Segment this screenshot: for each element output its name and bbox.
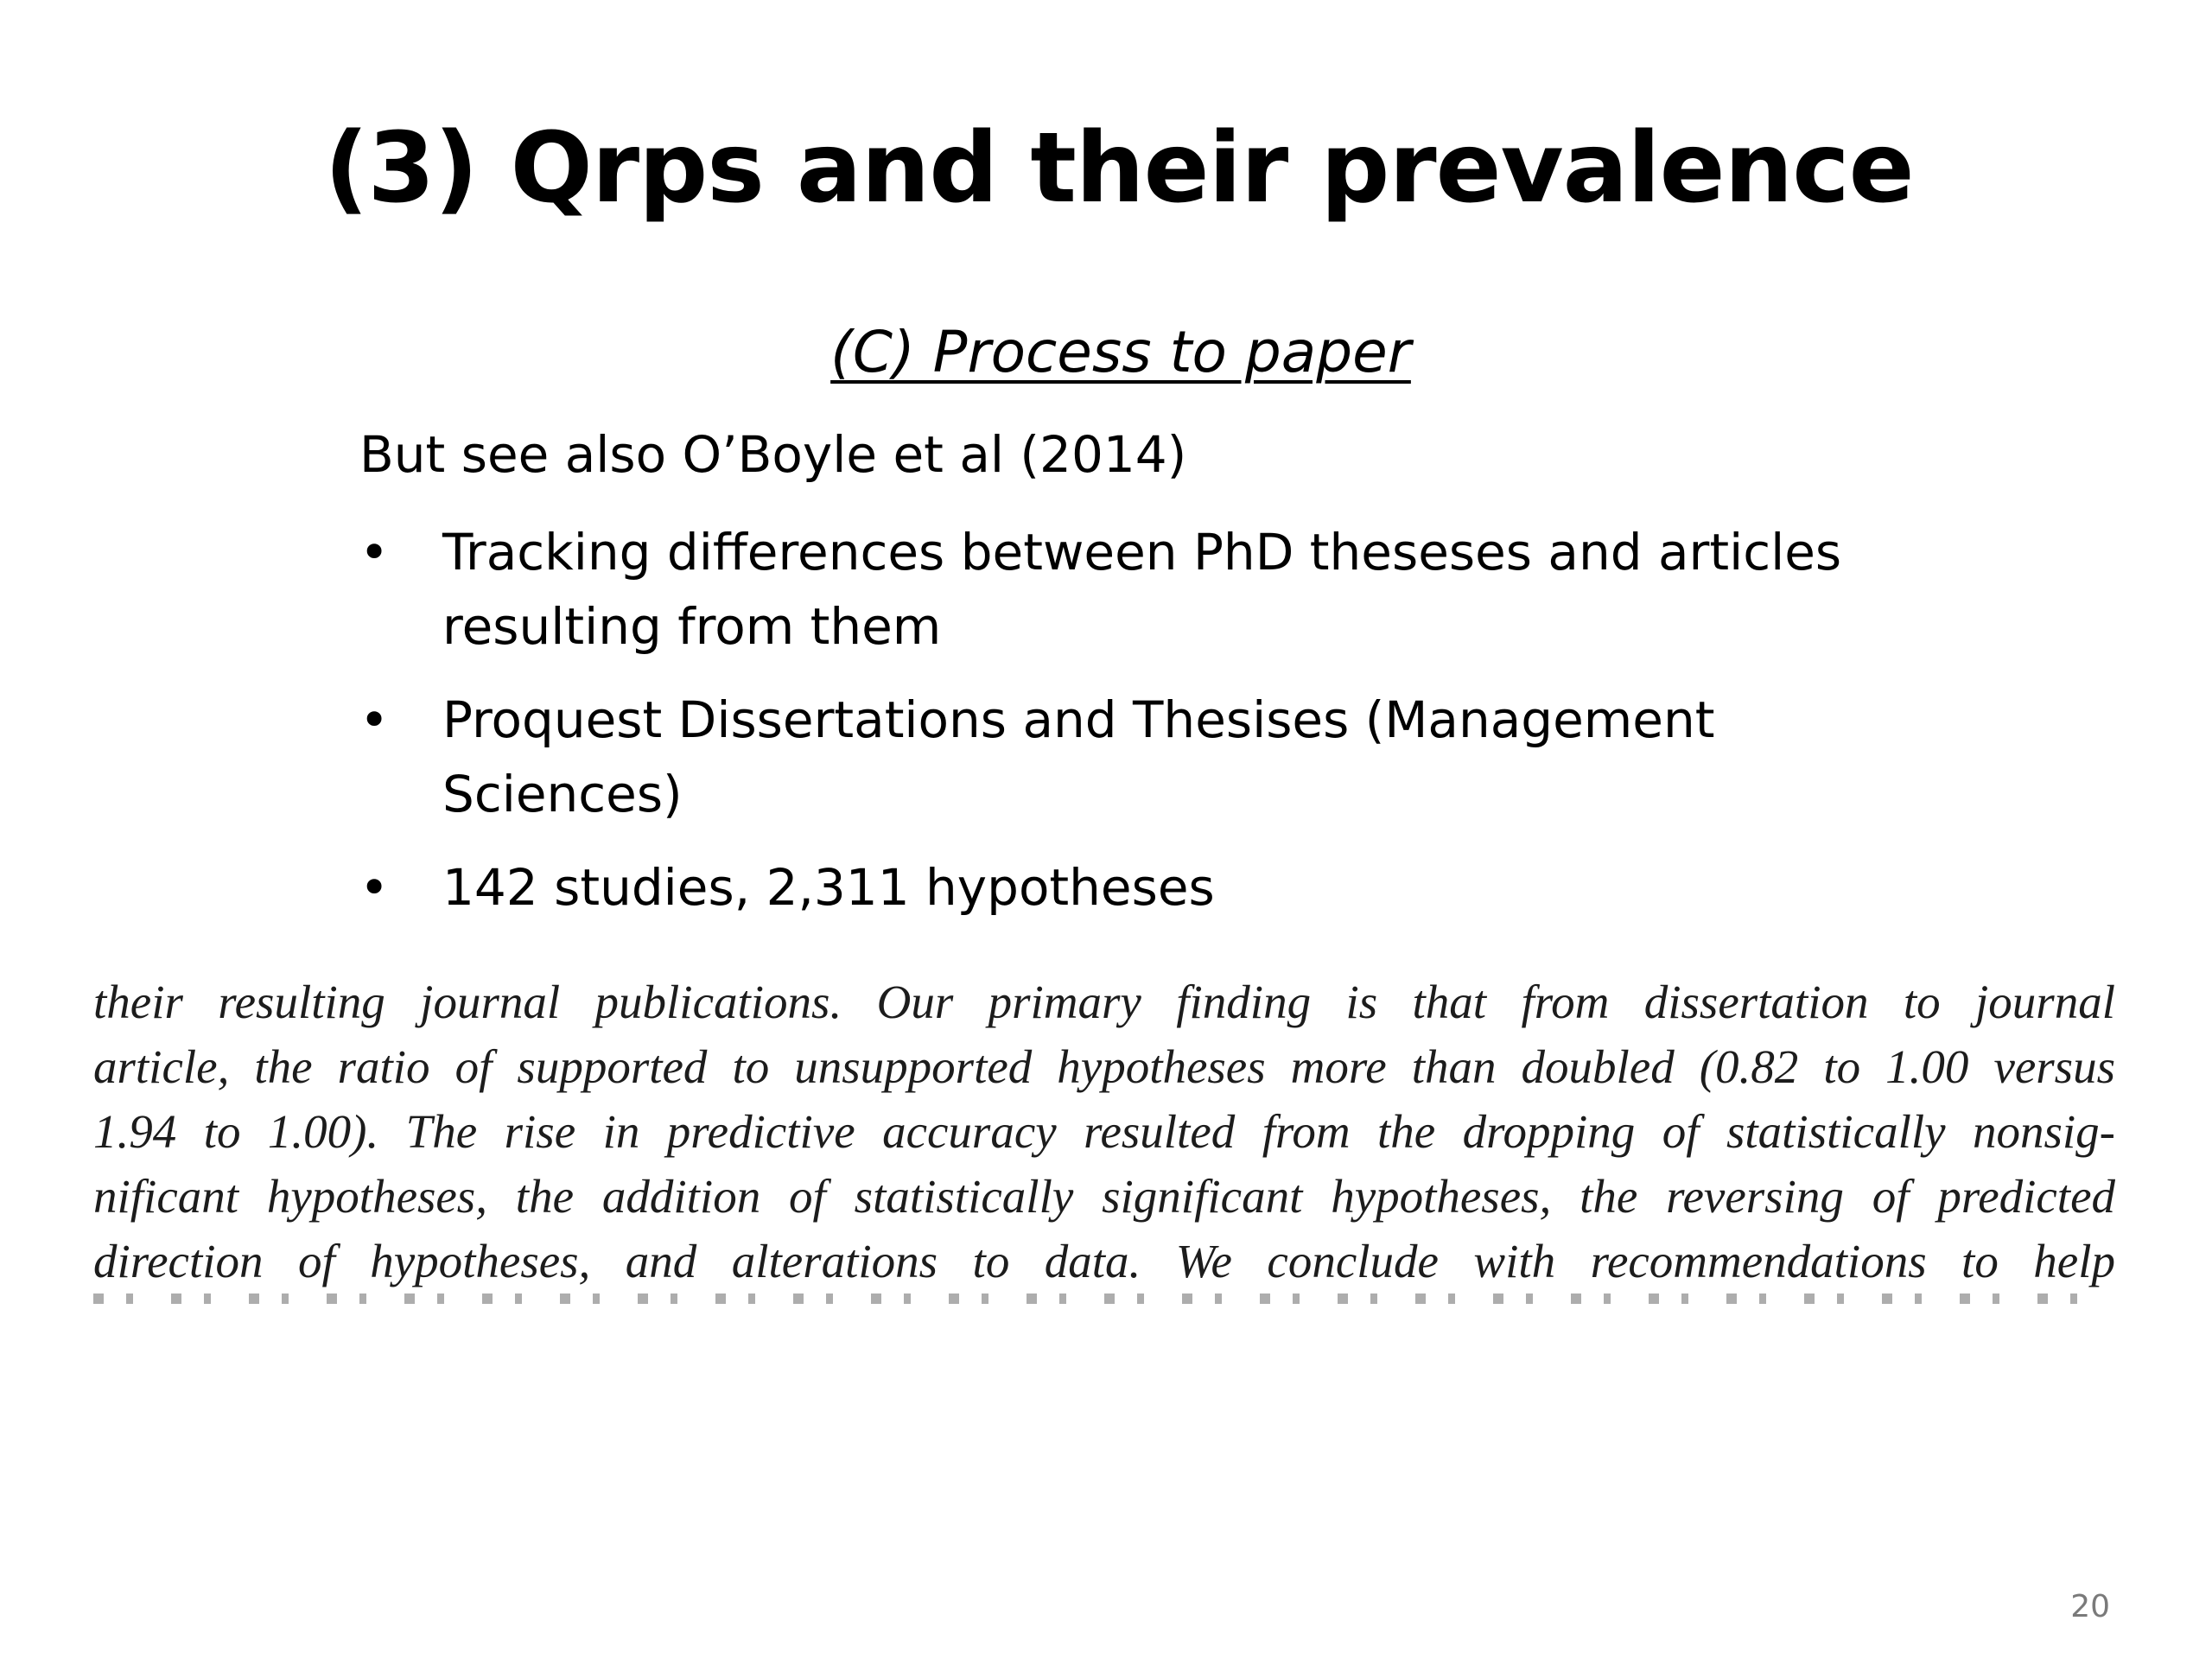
excerpt-line: article, the ratio of supported to unsupported hypotheses more than doubled (0.82 to 1.00 versus xyxy=(93,1040,2115,1093)
excerpt-line: nificant hypotheses, the addition of statistically significant hypotheses, the reversing of predicted xyxy=(93,1170,2115,1223)
bullet-list xyxy=(359,515,1932,944)
bullet-item xyxy=(359,515,1932,664)
bullet-item xyxy=(359,850,1932,925)
bullet-icon: • xyxy=(359,690,390,749)
excerpt-line: their resulting journal publications. Our primary finding is that from dissertation to journal xyxy=(93,976,2115,1028)
page-number: 20 xyxy=(2070,1589,2110,1624)
bullet-icon: • xyxy=(359,523,390,582)
slide-title: (3) Qrps and their prevalence xyxy=(324,112,1914,225)
excerpt-line: direction of hypotheses, and alterations to data. We conclude with recommendations to help xyxy=(93,1235,2115,1287)
cropped-text-remnant xyxy=(93,1294,2115,1304)
bullet-text: 142 studies, 2,311 hypotheses xyxy=(442,858,1215,917)
bullet-item xyxy=(359,683,1932,831)
section-heading: (C) Process to paper xyxy=(830,319,1411,385)
excerpt-line: 1.94 to 1.00). The rise in predictive accuracy resulted from the dropping of statistically nonsig- xyxy=(93,1105,2115,1158)
bullet-text: Proquest Dissertations and Thesises (Management Sciences) xyxy=(442,690,1715,823)
intro-line: But see also O’Boyle et al (2014) xyxy=(359,425,1187,484)
bullet-text: Tracking differences between PhD theseses and articles resulting from them xyxy=(442,523,1842,656)
bullet-icon: • xyxy=(359,858,390,917)
excerpt-cutoff xyxy=(93,1294,2115,1315)
paper-excerpt xyxy=(93,969,2115,1315)
